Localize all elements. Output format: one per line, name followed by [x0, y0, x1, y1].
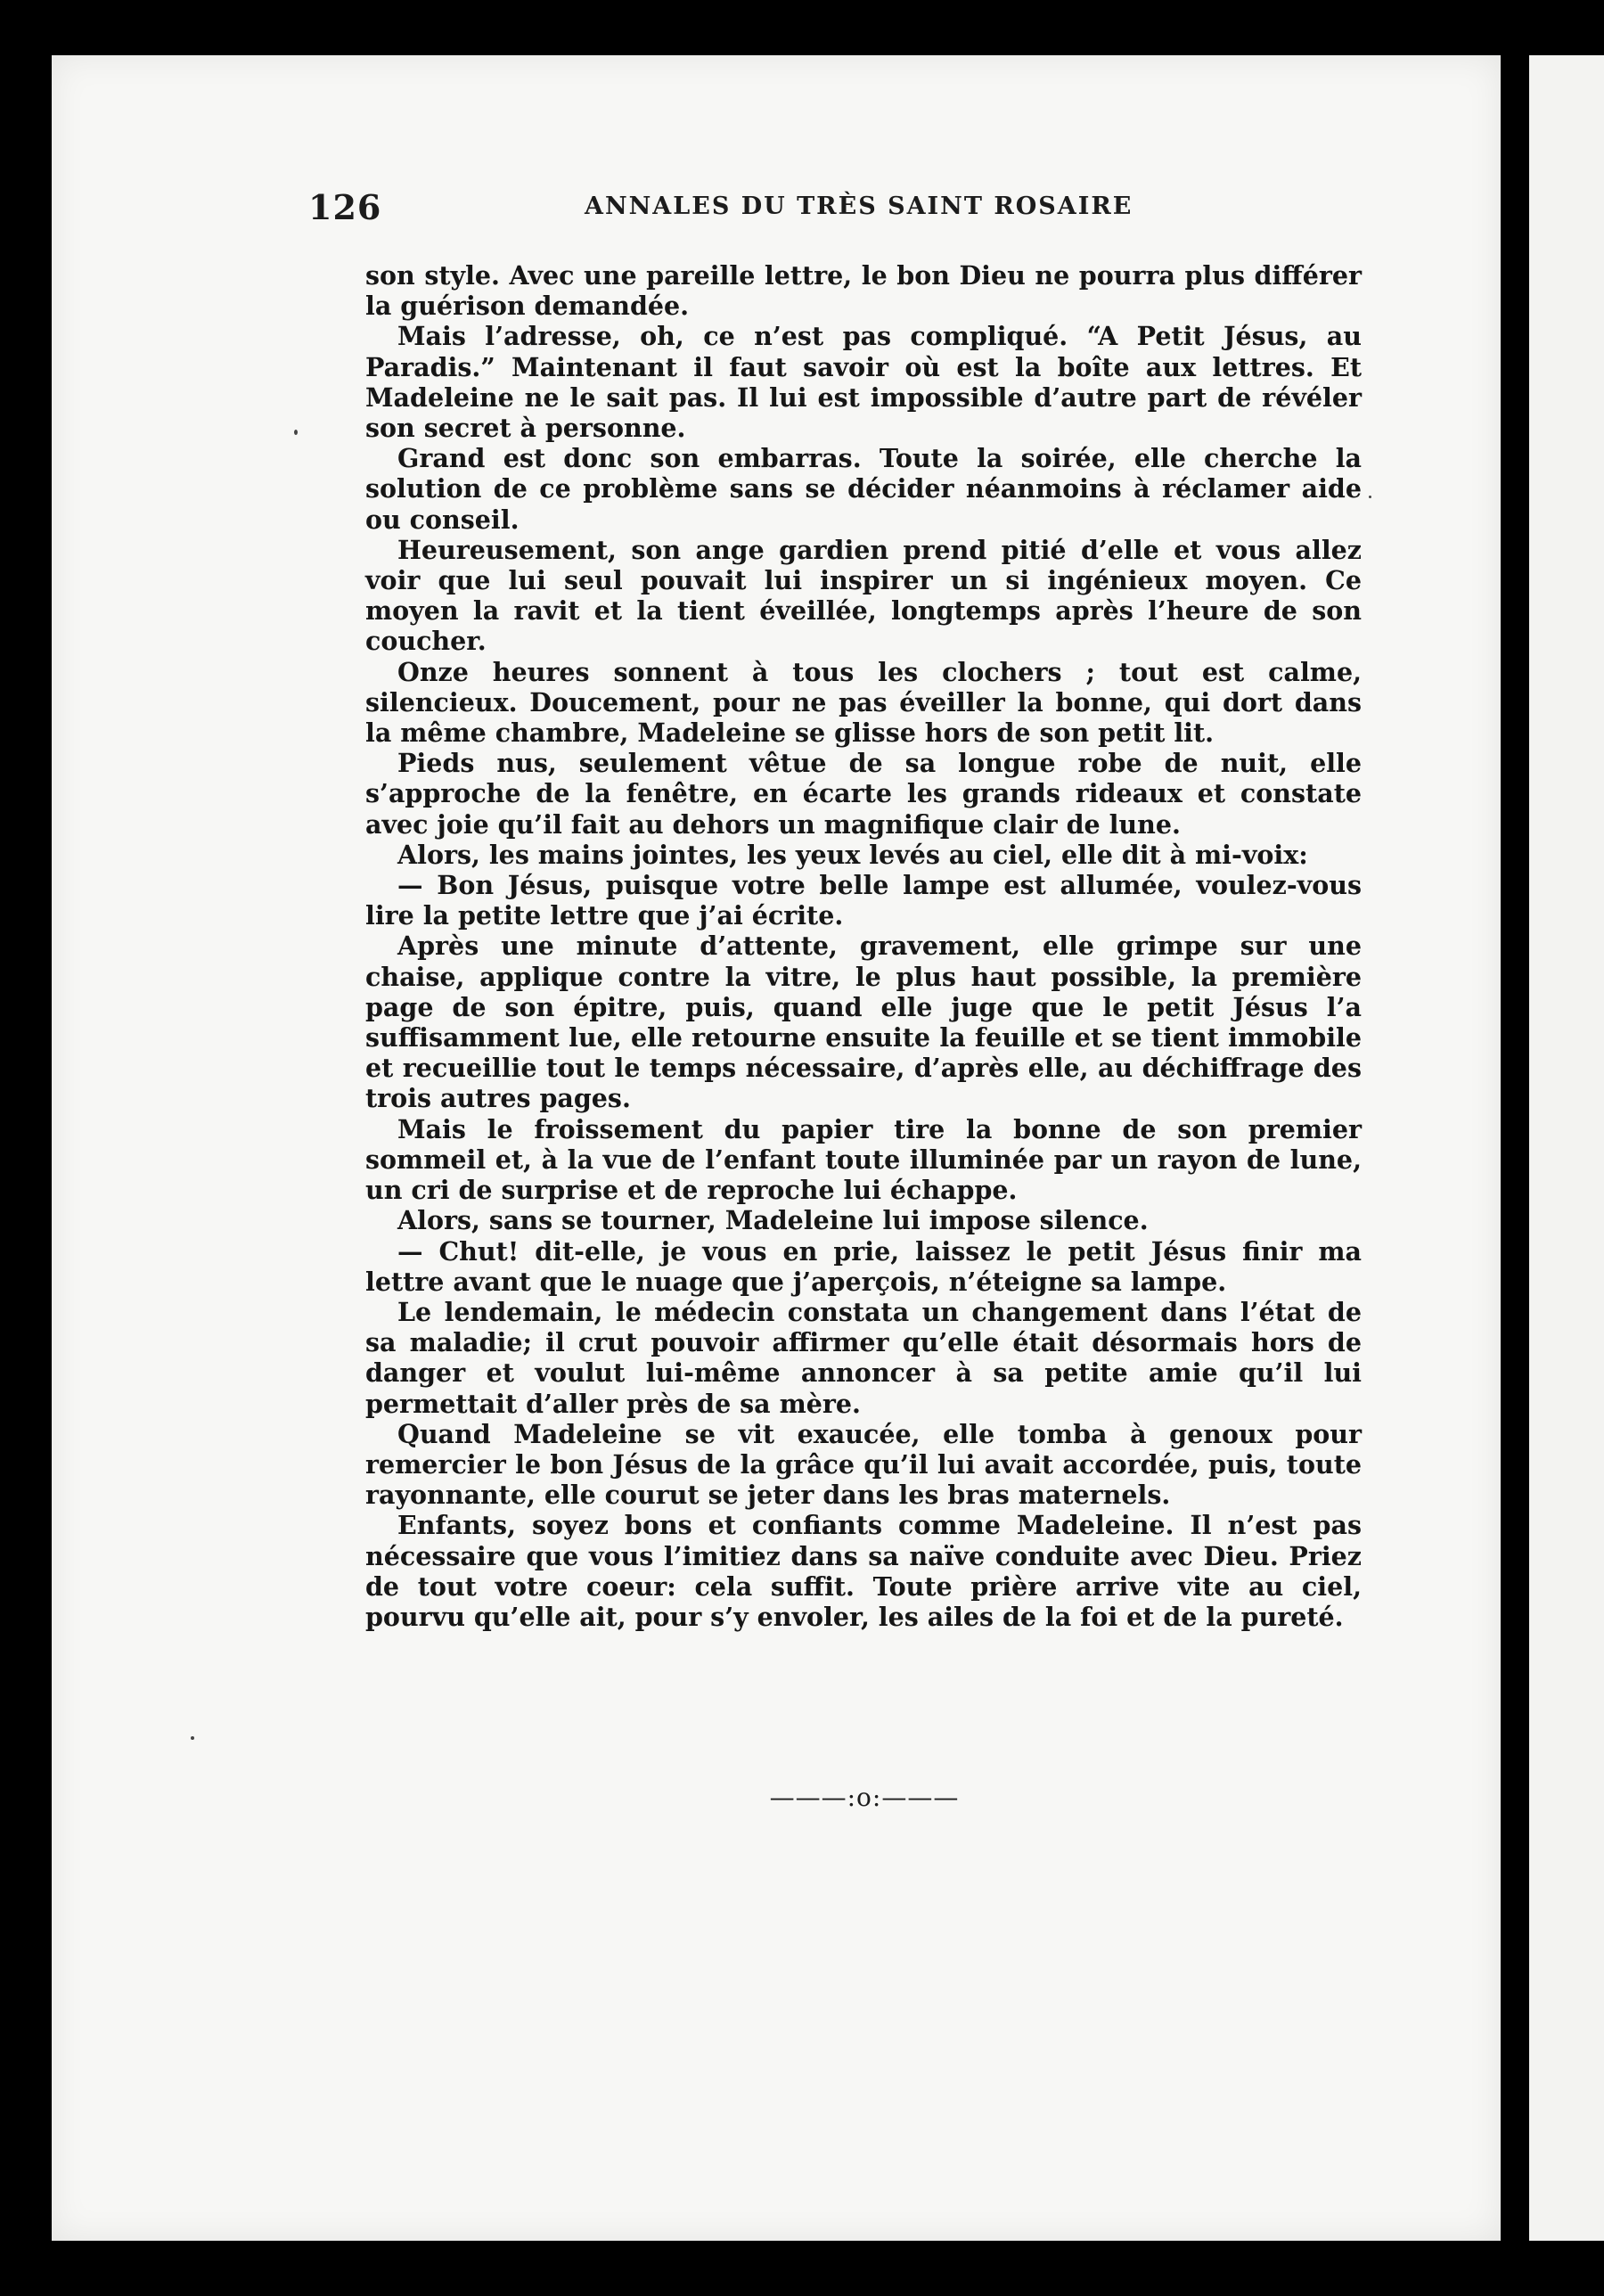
paragraph: Heureusement, son ange gardien prend pitié d’elle et vous allez voir que lui seul pouvait lui inspirer un si ingénieux moyen. Ce moyen la ravit et la tient éveillée, longtemps après l’heure de son coucher. — [365, 534, 1362, 657]
page-header — [308, 187, 1226, 232]
scan-speck — [191, 1736, 194, 1740]
article-body — [365, 260, 1362, 1632]
dialogue-paragraph: — Bon Jésus, puisque votre belle lampe est allumée, voulez-vous lire la petite lettre que j’ai écrite. — [365, 870, 1362, 931]
page-number: 126 — [308, 187, 382, 227]
paragraph: Grand est donc son embarras. Toute la soirée, elle cherche la solution de ce problème sans se décider néanmoins à réclamer aide ou conseil. — [365, 443, 1362, 535]
paragraph: Le lendemain, le médecin constata un changement dans l’état de sa maladie; il crut pouvoir affirmer qu’elle était désormais hors de danger et voulut lui-même annoncer à sa petite amie qu’il lui permettait d’aller près de sa mère. — [365, 1296, 1362, 1419]
paragraph: Mais l’adresse, oh, ce n’est pas compliqué. “A Petit Jésus, au Paradis.” Maintenant il faut savoir où est la boîte aux lettres. Et Madeleine ne le sait pas. Il lui est impossible d’autre part de révéler son secret à personne. — [365, 321, 1362, 444]
paragraph: Enfants, soyez bons et confiants comme Madeleine. Il n’est pas nécessaire que vous l’imitiez dans sa naïve conduite avec Dieu. Priez de tout votre coeur: cela suffit. Toute prière arrive vite au ciel, pourvu qu’elle ait, pour s’y envoler, les ailes de la foi et de la pureté. — [365, 1510, 1362, 1632]
running-title: ANNALES DU TRÈS SAINT ROSAIRE — [585, 193, 1133, 220]
dialogue-paragraph: — Chut! dit-elle, je vous en prie, laissez le petit Jésus finir ma lettre avant que le nuage que j’aperçois, n’éteigne sa lampe. — [365, 1235, 1362, 1297]
paragraph: Onze heures sonnent à tous les clochers ; tout est calme, silencieux. Doucement, pour ne pas éveiller la bonne, qui dort dans la même chambre, Madeleine se glisse hors de son petit lit. — [365, 656, 1362, 749]
adjacent-page-edge — [1529, 55, 1604, 2241]
end-ornament: ———:o:——— — [769, 1783, 960, 1812]
scan-speck — [1369, 496, 1371, 498]
paragraph: Pieds nus, seulement vêtue de sa longue robe de nuit, elle s’approche de la fenêtre, en écarte les grands rideaux et constate avec joie qu’il fait au dehors un magnifique clair de lune. — [365, 748, 1362, 840]
paragraph: Alors, les mains jointes, les yeux levés au ciel, elle dit à mi-voix: — [397, 839, 1308, 870]
scan-speck — [294, 430, 298, 435]
paragraph: Mais le froissement du papier tire la bonne de son premier sommeil et, à la vue de l’enfant toute illuminée par un rayon de lune, un cri de surprise et de reproche lui échappe. — [365, 1113, 1362, 1206]
paragraph: Quand Madeleine se vit exaucée, elle tomba à genoux pour remercier le bon Jésus de la grâce qu’il lui avait accordée, puis, toute rayonnante, elle courut se jeter dans les bras maternels. — [365, 1418, 1362, 1511]
paragraph: Alors, sans se tourner, Madeleine lui impose silence. — [397, 1205, 1149, 1236]
paragraph: son style. Avec une pareille lettre, le bon Dieu ne pourra plus différer la guérison demandée. — [365, 260, 1362, 322]
paragraph: Après une minute d’attente, gravement, elle grimpe sur une chaise, applique contre la vitre, le plus haut possible, la première page de son épitre, puis, quand elle juge que le petit Jésus l’a suffisamment lue, elle retourne ensuite la feuille et se tient immobile et recueillie tout le temps nécessaire, d’après elle, au déchiffrage des trois autres pages. — [365, 931, 1362, 1114]
